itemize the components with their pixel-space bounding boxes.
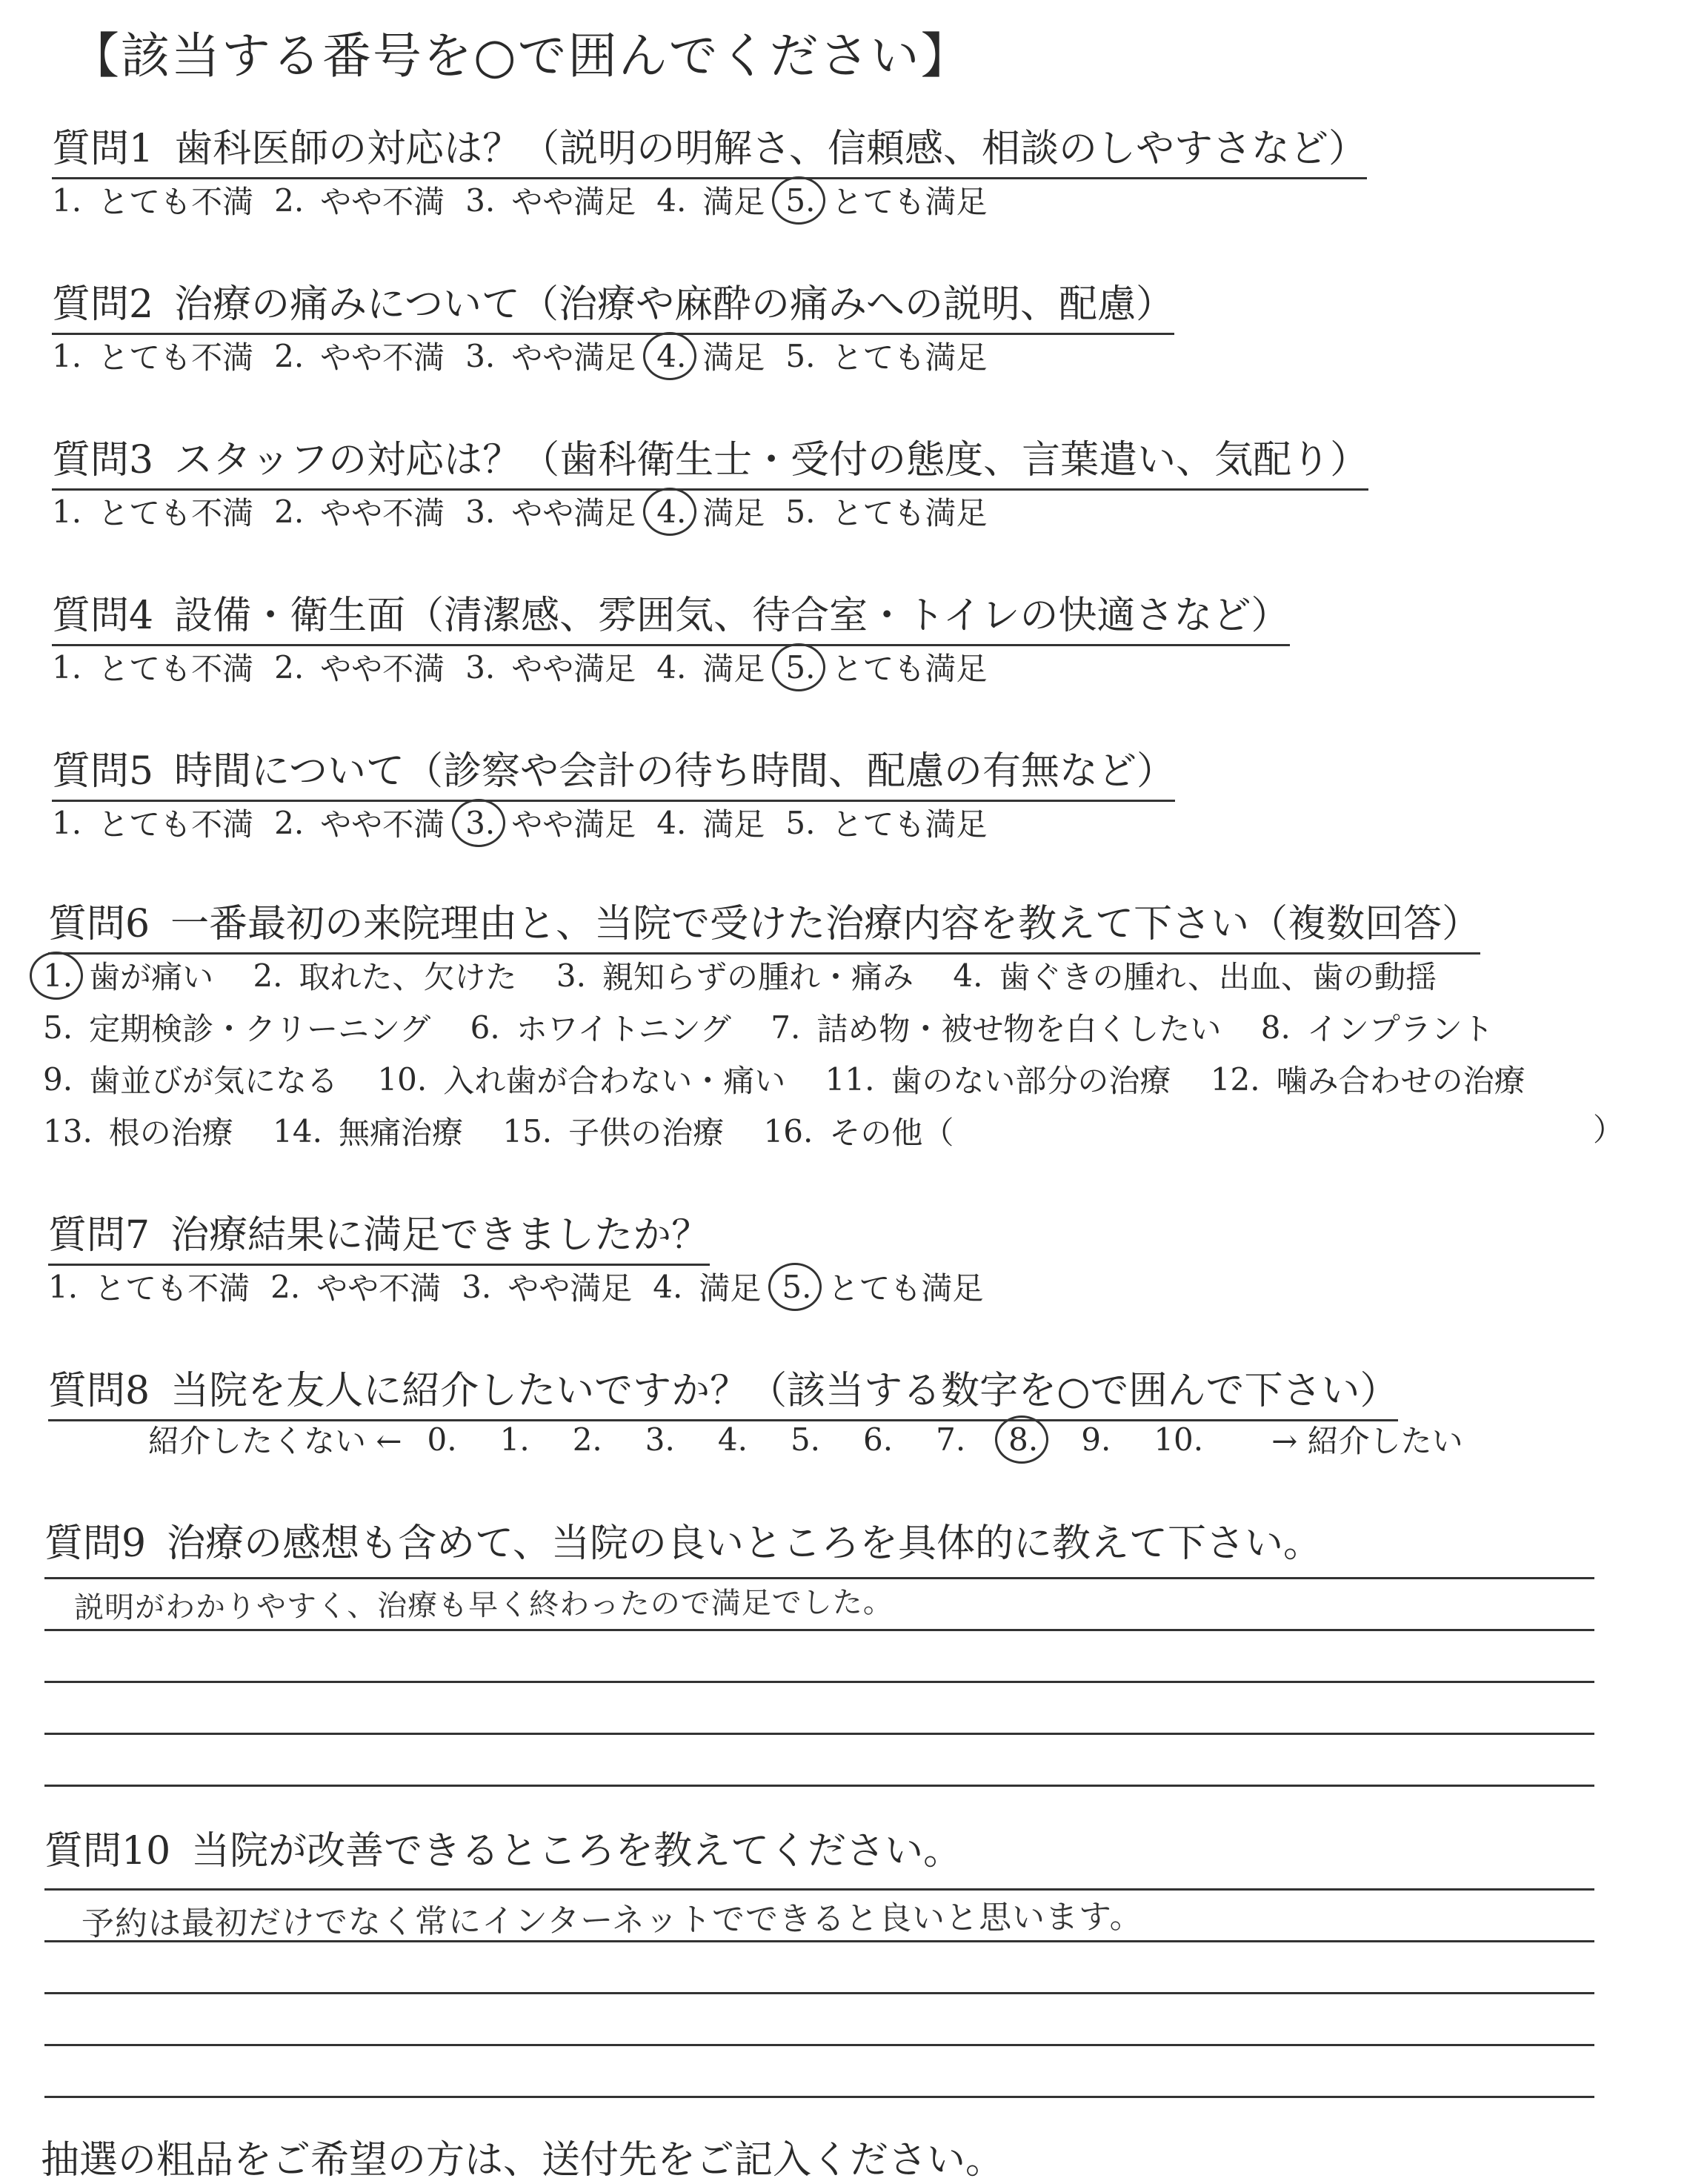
rating-option-label: やや満足 [511,184,636,220]
answer-line [44,2096,1594,2098]
scale-option-8[interactable]: 8. [1008,1421,1039,1458]
rating-option-5[interactable]: 5. とても満足 [782,1264,983,1309]
option-label: 根の治療 [108,1115,233,1151]
option-number: 8. [1260,1009,1291,1046]
rating-option-label: とても満足 [828,1270,984,1307]
option-number: 9. [43,1061,73,1098]
rating-option-3[interactable]: 3. やや満足 [465,178,636,222]
rating-option-label: やや満足 [511,651,636,687]
rating-option-label: とても不満 [98,806,254,843]
question-1-options [52,178,1008,222]
option-label: ホワイトニング [516,1011,731,1047]
question-6-heading [48,892,1480,955]
scale-option-5[interactable]: 5. [790,1421,821,1458]
rating-option-1[interactable]: 1. とても不満 [52,178,253,222]
rating-option-4[interactable]: 4. 満足 [656,645,765,689]
question-9-answer[interactable]: 説明がわかりやすく、治療も早く終わったので満足でした。 [73,1585,894,1625]
option-number: 7. [771,1009,801,1046]
rating-option-label: やや不満 [316,1270,442,1307]
rating-option-label: 満足 [702,806,765,843]
treatment-option-1[interactable] [43,953,213,998]
question-6-options-row-4 [43,1109,983,1153]
rating-option-label: とても不満 [98,651,254,687]
rating-option-1[interactable]: 1. とても不満 [52,333,253,378]
treatment-option-2[interactable] [253,953,516,998]
rating-option-1[interactable]: 1. とても不満 [52,489,253,534]
rating-option-1[interactable]: 1. とても不満 [52,645,253,689]
question-7-text: 治療結果に満足できましたか？ [170,1213,711,1258]
option-label: 噛み合わせの治療 [1276,1063,1525,1099]
question-2-options [52,333,1008,378]
footer-text: 抽選の粗品をご希望の方は、送付先をご記入ください。 [41,2138,1005,2183]
rating-option-2[interactable]: 2. やや不満 [274,800,445,845]
rating-option-3[interactable]: 3. やや満足 [462,1264,632,1309]
option-number: 5. [43,1009,73,1046]
treatment-option-6[interactable] [470,1005,731,1049]
treatment-option-3[interactable] [556,953,914,998]
rating-option-1[interactable]: 1. とても不満 [48,1264,250,1309]
rating-option-label: とても満足 [831,339,988,376]
option-number: 15. [502,1112,553,1149]
rating-option-4[interactable]: 4. 満足 [656,178,765,222]
answer-line [44,1785,1594,1787]
question-7-heading [48,1204,710,1266]
rating-option-5[interactable]: 5. とても満足 [785,645,987,689]
rating-option-label: とても満足 [831,651,988,687]
rating-option-1[interactable]: 1. とても不満 [52,800,253,845]
question-8-heading [48,1359,1398,1421]
scale-option-3[interactable]: 3. [645,1421,675,1458]
rating-option-3[interactable]: 3. やや満足 [465,333,636,378]
rating-option-label: とても不満 [98,339,254,376]
answer-line [44,1681,1594,1683]
rating-option-label: 満足 [702,184,765,220]
option-number: 12. [1210,1061,1260,1098]
rating-option-3[interactable]: 3. やや満足 [465,489,636,534]
rating-option-label: 満足 [702,495,765,531]
rating-option-5[interactable]: 5. とても満足 [785,489,987,534]
question-1-heading [52,117,1367,179]
scale-option-2[interactable]: 2. [572,1421,602,1458]
option-label: 歯のない部分の治療 [891,1063,1171,1099]
rating-option-label: とても満足 [831,495,988,531]
option-label: 歯並びが気になる [89,1063,339,1099]
question-5-number: 質問5 [52,749,154,794]
scale-option-4[interactable]: 4. [717,1421,748,1458]
option-label: 歯ぐきの腫れ、出血、歯の動揺 [999,959,1437,995]
treatment-option-4[interactable] [953,953,1437,998]
scale-right-label: → 紹介したい [1271,1423,1463,1459]
treatment-option-15[interactable] [502,1109,724,1153]
answer-line [44,2044,1594,2046]
question-10-text: 当院が改善できるところを教えてください。 [191,1829,962,1873]
question-3-text: スタッフの対応は？（歯科衛生士・受付の態度、言葉遣い、気配り） [174,438,1369,482]
option-number: 11. [825,1061,875,1098]
rating-option-label: 満足 [699,1270,762,1307]
treatment-option-7[interactable] [771,1005,1221,1049]
rating-option-2[interactable]: 2. やや不満 [274,489,445,534]
treatment-option-10[interactable] [377,1057,785,1101]
question-6-options-row-1 [43,953,1466,998]
option-label: その他（ [829,1115,954,1151]
question-6-text: 一番最初の来院理由と、当院で受けた治療内容を教えて下さい（複数回答） [170,902,1481,946]
question-3-number: 質問3 [52,438,154,482]
rating-option-5[interactable]: 5. とても満足 [785,333,987,378]
rating-option-4[interactable]: 4. 満足 [656,489,765,534]
scale-option-9[interactable]: 9. [1081,1421,1111,1458]
question-3-options [52,489,1008,534]
option-label: 親知らずの腫れ・痛み [602,959,914,995]
question-7-number: 質問7 [48,1213,150,1258]
rating-option-4[interactable]: 4. 満足 [656,333,765,378]
option-number: 3. [556,957,586,994]
option-label: 子供の治療 [568,1115,725,1151]
scale-left-label: 紹介したくない ← [148,1423,402,1459]
question-2-heading [52,273,1174,335]
option-number: 10. [377,1061,427,1098]
answer-line [44,1992,1594,1994]
answer-line [44,1629,1594,1631]
option-label: 入れ歯が合わない・痛い [443,1063,786,1099]
rating-option-label: やや不満 [320,495,445,531]
treatment-option-12[interactable] [1211,1057,1525,1101]
rating-option-label: 満足 [702,651,765,687]
rating-option-2[interactable]: 2. やや不満 [270,1264,441,1309]
option-label: 歯が痛い [89,959,214,995]
rating-option-3[interactable]: 3. やや満足 [465,800,636,845]
rating-option-label: やや不満 [320,806,445,843]
rating-option-label: やや満足 [508,1270,633,1307]
rating-option-2[interactable]: 2. やや不満 [274,645,445,689]
rating-option-label: とても不満 [98,184,254,220]
option-label: インプラント [1306,1011,1494,1047]
question-8-number: 質問8 [48,1369,150,1413]
question-2-text: 治療の痛みについて（治療や麻酔の痛みへの説明、配慮） [174,282,1175,327]
rating-option-label: 満足 [702,339,765,376]
rating-option-label: やや不満 [320,339,445,376]
treatment-option-11[interactable] [825,1057,1171,1101]
question-10-answer[interactable]: 予約は最初だけでなく常にインターネットでできると良いと思います。 [81,1897,1143,1943]
question-5-text: 時間について（診察や会計の待ち時間、配慮の有無など） [174,749,1176,794]
answer-line [44,1888,1594,1891]
treatment-option-16[interactable] [764,1109,954,1153]
question-3-heading [52,428,1368,491]
rating-option-label: やや満足 [511,339,636,376]
question-8-scale [148,1417,1488,1461]
option-number: 6. [470,1009,500,1046]
rating-option-label: やや満足 [511,495,636,531]
rating-option-label: とても満足 [831,806,988,843]
rating-option-label: とても不満 [94,1270,250,1307]
question-4-heading [52,584,1290,646]
rating-option-label: とても不満 [98,495,254,531]
option-number: 16. [763,1112,813,1149]
rating-option-4[interactable]: 4. 満足 [656,800,765,845]
rating-option-3[interactable]: 3. やや満足 [465,645,636,689]
rating-option-4[interactable]: 4. 満足 [653,1264,761,1309]
rating-option-label: とても満足 [831,184,988,220]
question-5-options [52,800,1008,845]
treatment-option-8[interactable] [1261,1005,1494,1049]
option-number: 14. [273,1112,322,1149]
answer-line [44,1940,1594,1942]
scale-option-1[interactable]: 1. [499,1421,530,1458]
rating-option-5[interactable]: 5. とても満足 [785,800,987,845]
question-6-number: 質問6 [48,902,150,946]
question-4-number: 質問4 [52,594,154,638]
question-1-number: 質問1 [52,127,154,171]
option-label: 無痛治療 [338,1115,463,1151]
rating-option-label: やや不満 [320,184,445,220]
rating-option-label: やや不満 [320,651,445,687]
question-4-options [52,645,1008,689]
option-label: 定期検診・クリーニング [89,1011,431,1047]
scale-option-10[interactable]: 10. [1154,1421,1204,1458]
question-6-options-row-3 [43,1057,1555,1101]
scale-option-6[interactable]: 6. [863,1421,894,1458]
treatment-option-5[interactable] [43,1005,430,1049]
question-9-text: 治療の感想も含めて、当院の良いところを具体的に教えて下さい。 [167,1521,1322,1566]
answer-line [44,1733,1594,1735]
rating-option-2[interactable]: 2. やや不満 [274,333,445,378]
form-title: 【該当する番号を○で囲んでください】 [70,27,971,84]
treatment-option-9[interactable] [43,1057,338,1101]
question-9-heading [44,1512,1322,1567]
rating-option-2[interactable]: 2. やや不満 [274,178,445,222]
question-5-heading [52,740,1175,802]
question-9-number: 質問9 [44,1521,147,1566]
question-10-number: 質問10 [44,1829,171,1873]
question-4-text: 設備・衛生面（清潔感、雰囲気、待合室・トイレの快適さなど） [174,594,1290,638]
rating-option-label: やや満足 [511,806,636,843]
treatment-option-14[interactable] [273,1109,463,1153]
question-8-text: 当院を友人に紹介したいですか？（該当する数字を○で囲んで下さい） [170,1369,1399,1413]
question-1-text: 歯科医師の対応は？（説明の明解さ、信頼感、相談のしやすさなど） [174,127,1368,171]
other-close-paren: ） [1593,1112,1625,1148]
option-number: 4. [953,957,983,994]
treatment-option-13[interactable] [43,1109,233,1153]
rating-option-5[interactable]: 5. とても満足 [785,178,987,222]
question-6-options-row-2 [43,1005,1523,1049]
scale-option-0[interactable]: 0. [427,1421,457,1458]
question-2-number: 質問2 [52,282,154,327]
option-number: 13. [43,1112,93,1149]
question-10-heading [44,1819,962,1875]
option-number: 1. [43,957,73,994]
option-label: 詰め物・被せ物を白くしたい [816,1011,1222,1047]
option-number: 2. [253,957,283,994]
question-7-options [48,1264,1004,1309]
option-label: 取れた、欠けた [299,959,517,995]
scale-option-7[interactable]: 7. [936,1421,966,1458]
